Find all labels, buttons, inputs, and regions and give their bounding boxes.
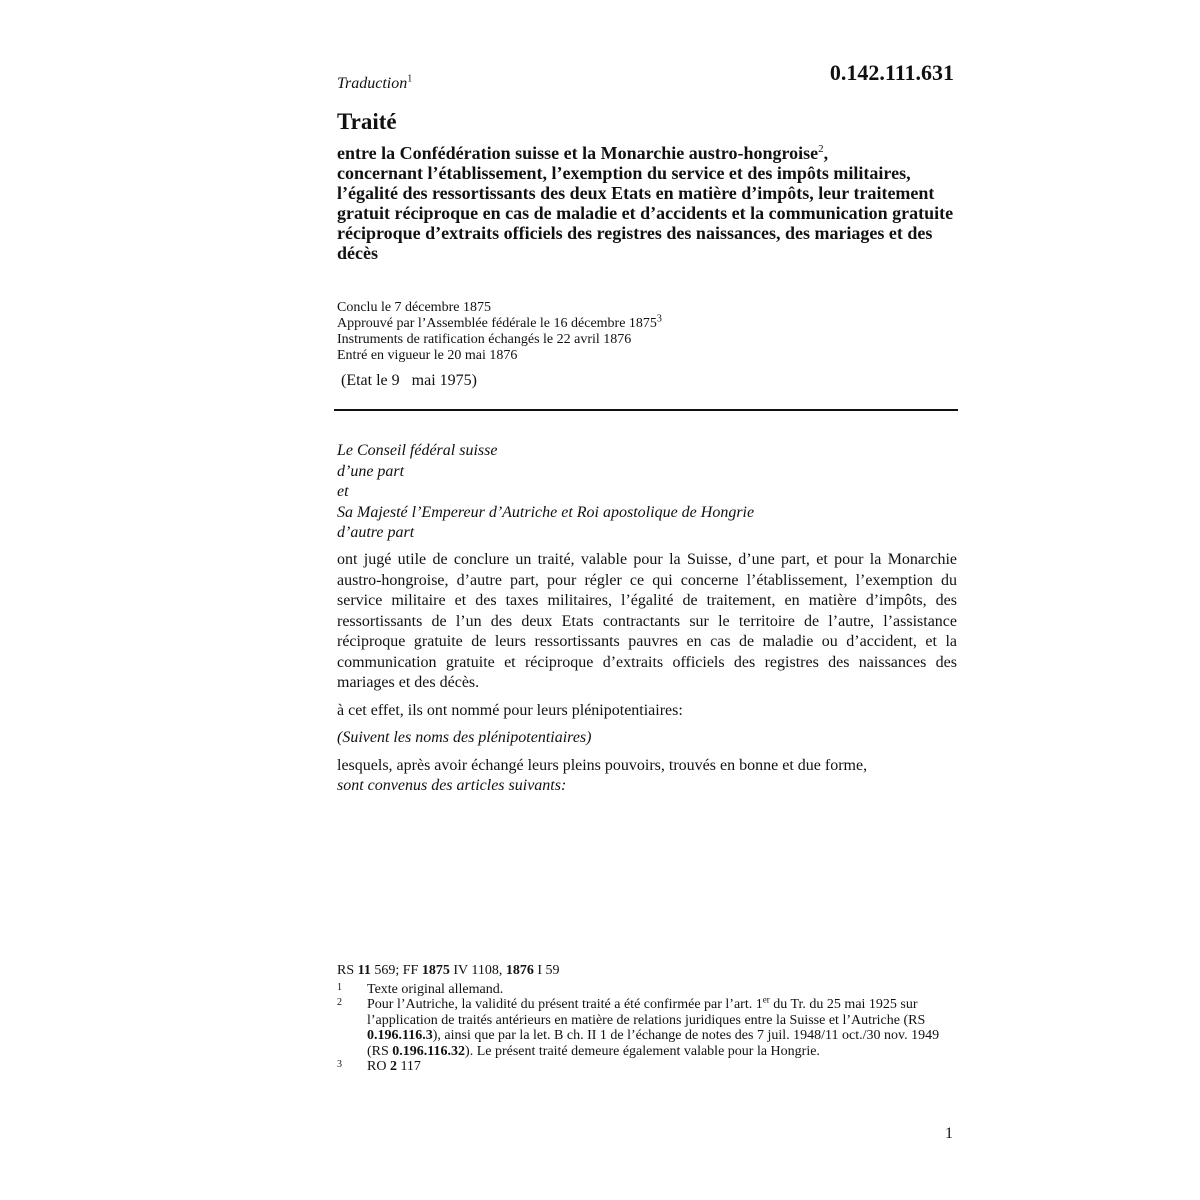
footnote-ref-1[interactable]: 1 [407, 73, 413, 85]
footnote-number: 3 [337, 1059, 342, 1070]
footnote-text: Pour l’Autriche, la validité du présent traité a été confirmée par l’art. 1er du Tr. du 25 mai 1925 sur l’application de traités antérieurs en matière de relations juridiques entre la Suisse et l’Autriche (RS 0.196.116.3), ainsi que par la let. B ch. II 1 de l’échange de notes des 7 juil. 1948/11 oct./30 nov. 1949 (RS 0.196.116.32). Le présent traité demeure également valable pour la Hongrie. [367, 994, 940, 1059]
footnote-text: RO 2 117 [367, 1059, 421, 1074]
party-line: et [337, 483, 349, 500]
rs-reference: RS 11 569; FF 1875 IV 1108, 1876 I 59 [337, 963, 560, 978]
footnote-1 [337, 982, 957, 998]
document-number: 0.142.111.631 [829, 60, 954, 85]
header-divider [334, 409, 958, 411]
preamble-paragraph: ont jugé utile de conclure un traité, valable pour la Suisse, d’une part, et pour la Monarchie austro-hongroise, d’autre part, pour régler ce qui concerne l’établissement, l’exemption du service militaire et des taxes militaires, l’égalité de traitement, en matière d’impôts, des ressortissants de l’un des deux Etats contractants sur le territoire de l’autre, l’assistance réciproque gratuite de leurs ressortissants pauvres en cas de maladie ou d’accident, et la communication gratuite et réciproque d’extraits officiels des registres des naissances des mariages et des décès. [337, 551, 957, 691]
in-force-date: Entré en vigueur le 20 mai 1876 [337, 348, 518, 363]
footnote-ref-3[interactable]: 3 [656, 313, 662, 325]
page-number: 1 [945, 1125, 953, 1142]
party-line: d’autre part [337, 524, 415, 541]
party-line: Sa Majesté l’Empereur d’Autriche et Roi apostolique de Hongrie [337, 503, 755, 521]
page-header [337, 60, 957, 100]
footnote-ref-2[interactable]: 2 [818, 143, 824, 155]
rs-link[interactable]: 0.196.116.3 [367, 1028, 433, 1043]
footnote-number: 1 [337, 981, 342, 993]
rs-link[interactable]: 0.196.116.32 [392, 1043, 466, 1059]
party-line: d’une part [337, 462, 405, 480]
full-powers-paragraph: lesquels, après avoir échangé leurs pleins pouvoirs, trouvés en bonne et due forme, [337, 756, 868, 774]
document-subtitle: entre la Confédération suisse et la Monarchie austro-hongroise$^2$, concernant l’établissement, l’exemption du service et des impôts militaires, l’égalité des ressortissants des deux Etats en matière d’impôts, leur traitement gratuit réciproque en cas de maladie et d’accidents et la communication gratuite réciproque d’extraits officiels des registres des naissances, des mariages et des décès [337, 143, 954, 263]
ratification-date: Instruments de ratification échangés le 22 avril 1876 [337, 332, 632, 347]
footnote-text: Texte original allemand. [367, 981, 504, 997]
articles-intro: sont convenus des articles suivants: [337, 777, 567, 794]
party-line: Le Conseil fédéral suisse [337, 442, 498, 459]
state-date: (Etat le 9 mai 1975) [341, 372, 477, 389]
footnotes-section [337, 963, 957, 1075]
contracting-parties [337, 441, 957, 544]
footnote-3 [337, 1059, 957, 1075]
preamble-body [337, 550, 957, 804]
document-title: Traité [337, 109, 397, 134]
footnote-number: 2 [337, 997, 342, 1008]
translation-label: Traduction$^1$ [337, 73, 413, 92]
approved-date: Approuvé par l’Assemblée fédérale le 16 décembre 1875$^3$ [337, 313, 662, 331]
plenipotentiaries-paragraph: à cet effet, ils ont nommé pour leurs plénipotentiaires: [337, 701, 683, 719]
footnote-2 [337, 994, 957, 1059]
concluded-date: Conclu le 7 décembre 1875 [337, 300, 491, 315]
plenipotentiaries-names-note: (Suivent les noms des plénipotentiaires) [337, 729, 592, 746]
treaty-metadata [337, 300, 957, 364]
